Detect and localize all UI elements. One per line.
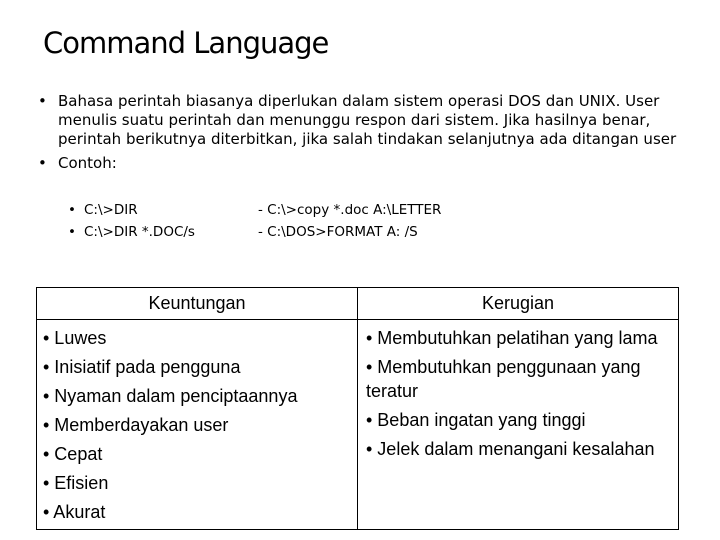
list-item: • Nyaman dalam penciptaannya	[43, 386, 298, 406]
list-item: • Jelek dalam menangani kesalahan	[366, 439, 655, 459]
list-item: • Membutuhkan pelatihan yang lama	[366, 328, 658, 348]
example-item: • C:\>DIR	[68, 202, 138, 218]
list-item: • Luwes	[43, 328, 107, 348]
list-item: • Memberdayakan user	[43, 415, 229, 435]
examples-left	[68, 199, 195, 243]
example-item: - C:\>copy *.doc A:\LETTER	[258, 202, 442, 218]
example-bullet-text: Contoh:	[58, 154, 117, 172]
keuntungan-cell	[37, 320, 358, 530]
kerugian-list	[358, 320, 678, 480]
header-kerugian: Kerugian	[358, 288, 679, 320]
list-item: • Cepat	[43, 444, 103, 464]
example-bullet	[38, 154, 698, 173]
list-item: • Beban ingatan yang tinggi	[366, 410, 586, 430]
bullet-dot: •	[38, 92, 47, 110]
keuntungan-list	[37, 320, 357, 529]
example-item: - C:\DOS>FORMAT A: /S	[258, 224, 418, 240]
comparison-table	[36, 287, 679, 530]
intro-bullet-text: Bahasa perintah biasanya diperlukan dalam sistem operasi DOS dan UNIX. User menulis suatu perintah dan menunggu respon dari sistem. Jika hasilnya benar, perintah berikutnya diterbitkan, jika salah tindakan selanjutnya ada ditangan user	[58, 92, 677, 148]
bullet-dot: •	[38, 154, 47, 172]
example-item: • C:\>DIR *.DOC/s	[68, 224, 195, 240]
list-item: • Membutuhkan penggunaan yang teratur	[366, 357, 641, 401]
list-item: • Efisien	[43, 473, 109, 493]
intro-text	[38, 92, 698, 173]
header-keuntungan: Keuntungan	[37, 288, 358, 320]
slide-title: Command Language	[43, 26, 329, 60]
list-item: • Inisiatif pada pengguna	[43, 357, 241, 377]
list-item: • Akurat	[43, 502, 106, 522]
examples-right	[258, 199, 441, 243]
kerugian-cell	[358, 320, 679, 530]
intro-bullet	[38, 92, 698, 149]
